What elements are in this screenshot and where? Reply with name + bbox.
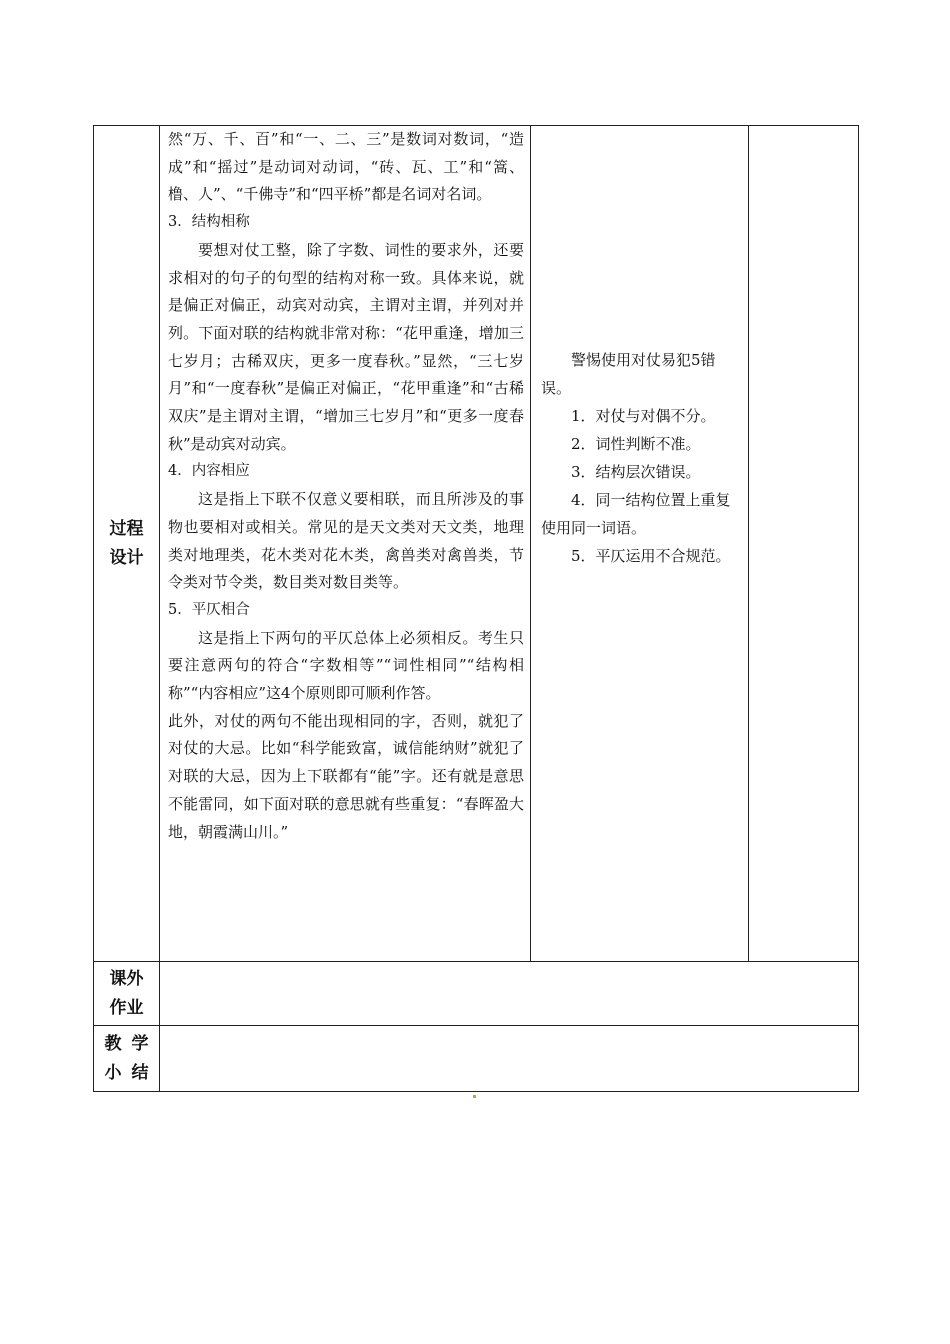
summary-content: [160, 1026, 859, 1092]
paragraph-tone: 这是指上下两句的平仄总体上必须相反。考生只要注意两句的符合“字数相等”“词性相同”“结构相称”“内容相应”这4个原则即可顺利作答。: [168, 628, 524, 703]
notes-list: [531, 126, 748, 570]
process-label-line1: 过程: [109, 518, 144, 539]
note-item: 1．对仗与对偶不分。: [571, 407, 716, 425]
note-item: 2．词性判断不准。: [571, 435, 701, 453]
lesson-plan-table: [93, 125, 859, 1092]
decorative-dot: [473, 1095, 476, 1098]
heading-tone: 5．平仄相合: [168, 601, 250, 618]
process-design-label: [94, 126, 160, 962]
summary-label: [94, 1026, 160, 1092]
summary-label-line1: 教学: [104, 1033, 159, 1054]
note-item: 5．平仄运用不合规范。: [571, 547, 731, 565]
heading-structure: 3．结构相称: [168, 214, 250, 231]
homework-label-line2: 作业: [109, 997, 144, 1018]
homework-label-line1: 课外: [109, 968, 144, 989]
process-label-line2: 设计: [109, 547, 144, 568]
paragraph-structure: 要想对仗工整，除了字数、词性的要求外，还要求相对的句子的句型的结构对称一致。具体来说，就是偏正对偏正，动宾对动宾，主谓对主谓，并列对并列。下面对联的结构就非常对称：“花甲重逢，增加三七岁月；古稀双庆，更多一度春秋。”显然，“三七岁月”和“一度春秋”是偏正对偏正，“花甲重逢”和“古稀双庆”是主谓对主谓，“增加三七岁月”和“更多一度春秋”是动宾对动宾。: [168, 240, 524, 453]
notes-column: [531, 126, 749, 962]
paragraph-taboo: 此外，对仗的两句不能出现相同的字，否则，就犯了对仗的大忌。比如“科学能致富，诚信能纳财”就犯了对联的大忌，因为上下联都有“能”字。还有就是意思不能雷同，如下面对联的意思就有些重复：“春晖盈大地，朝霞满山川。”: [168, 711, 524, 841]
homework-row: [94, 962, 859, 1026]
homework-label: [94, 962, 160, 1026]
homework-content: [160, 962, 859, 1026]
summary-label-line2: 小结: [104, 1062, 159, 1083]
empty-extra-column: [749, 126, 859, 962]
note-title: 警惕使用对仗易犯5错误。: [541, 351, 716, 397]
paragraph-intro: 然“万、千、百”和“一、二、三”是数词对数词，“造成”和“摇过”是动词对动词，“砖、瓦、工”和“篙、橹、人”、“千佛寺”和“四平桥”都是名词对名词。: [168, 130, 524, 204]
summary-row: [94, 1026, 859, 1092]
process-content: [160, 126, 531, 962]
process-design-row: [94, 126, 859, 962]
note-item: 4．同一结构位置上重复使用同一词语。: [541, 491, 731, 537]
note-item: 3．结构层次错误。: [571, 463, 701, 481]
paragraph-content: 这是指上下联不仅意义要相联，而且所涉及的事物也要相对或相关。常见的是天文类对天文类，地理类对地理类，花木类对花木类，禽兽类对禽兽类，节令类对节令类，数目类对数目类等。: [168, 490, 524, 592]
heading-content: 4．内容相应: [168, 463, 250, 480]
